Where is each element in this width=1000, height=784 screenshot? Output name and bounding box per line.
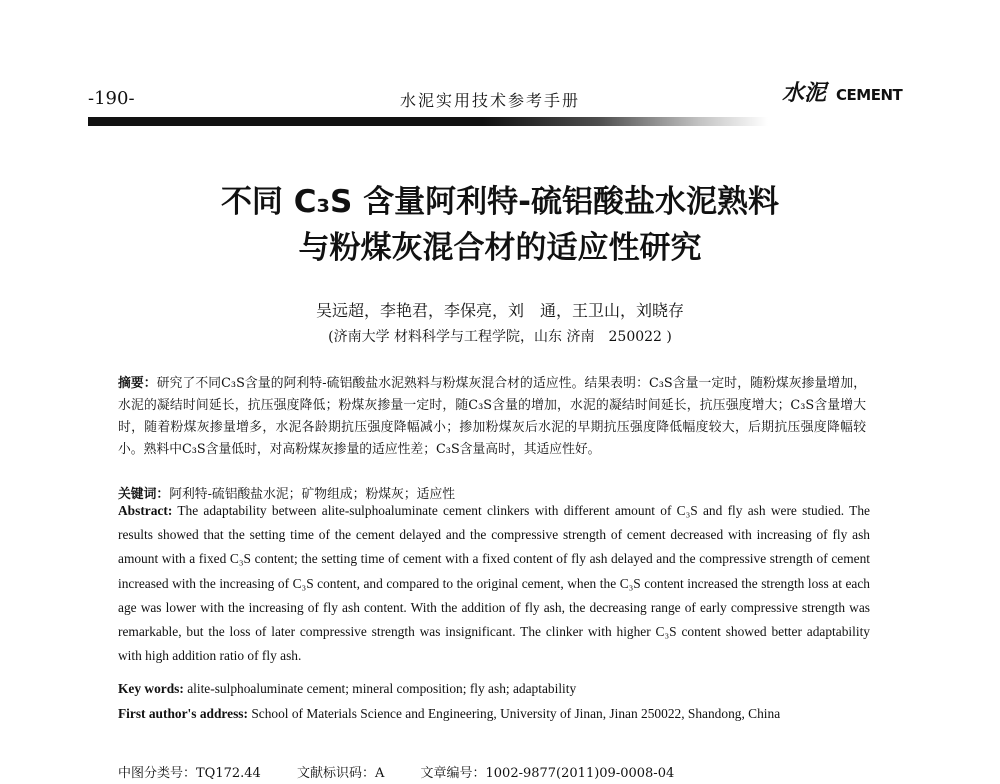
book-title: 水泥实用技术参考手册 <box>400 91 581 110</box>
brand-logo-en: CEMENT <box>836 86 903 104</box>
author-address-label: First author's address: <box>118 706 248 721</box>
author-list: 吴远超，李艳君，李保亮，刘 通，王卫山，刘晓存 <box>315 301 684 320</box>
paper-title-line-2: 与粉煤灰混合材的适应性研究 <box>298 230 702 266</box>
author-address <box>118 706 870 722</box>
author-address-text: School of Materials Science and Engineering, University of Jinan, Jinan 250022, Shandong, China <box>251 706 781 721</box>
abstract-en-label: Abstract: <box>118 503 173 518</box>
clc-number: 中图分类号：TQ172.44 <box>118 766 261 781</box>
paper-title-line-1: 不同 C₃S 含量阿利特-硫铝酸盐水泥熟料 <box>220 184 780 220</box>
abstract-zh-text: 研究了不同C₃S含量的阿利特-硫铝酸盐水泥熟料与粉煤灰混合材的适应性。结果表明：C₃S含量一定时，随粉煤灰掺量增加，水泥的凝结时间延长，抗压强度降低；粉煤灰掺量一定时，随C₃S含量的增加，水泥的凝结时间延长，抗压强度增大；C₃S含量增大时，随着粉煤灰掺量增多，水泥各龄期抗压强度降幅减小；掺加粉煤灰后水泥的早期抗压强度降低幅度较大，后期抗压强度降幅较小。熟料中C₃S含量低时，对高粉煤灰掺量的适应性差；C₃S含量高时，其适应性好。 <box>118 376 867 457</box>
brand-logo-cn: 水泥 <box>782 80 827 106</box>
abstract-zh <box>118 373 866 461</box>
classification-footer <box>118 762 706 781</box>
brand-logo <box>782 76 902 107</box>
page-number: -190- <box>88 88 135 109</box>
affiliation: (济南大学 材料科学与工程学院，山东 济南 250022 ) <box>328 329 672 345</box>
header-rule <box>88 117 768 126</box>
abstract-zh-label: 摘要： <box>118 376 157 391</box>
abstract-en <box>118 499 870 668</box>
article-number: 文章编号：1002-9877(2011)09-0008-04 <box>420 766 675 781</box>
keywords-en-label: Key words: <box>118 681 184 696</box>
keywords-en <box>118 681 870 697</box>
keywords-en-text: alite-sulphoaluminate cement; mineral composition; fly ash; adaptability <box>187 681 577 696</box>
document-code: 文献标识码：A <box>296 766 385 781</box>
keywords-zh-text: 阿利特-硫铝酸盐水泥；矿物组成；粉煤灰；适应性 <box>169 487 456 502</box>
keywords-zh-label: 关键词： <box>118 487 170 502</box>
abstract-en-text: The adaptability between alite-sulphoaluminate cement clinkers with different amount of C₃S and fly ash were studied. The results showed that the setting time of the cement delayed and the compressive strength of cement decreased with increasing of fly ash amount with a fixed C₃S content; the setting time of cement with a fixed content of fly ash delayed and the compressive strength of cement increased with the increasing of C₃S content, and compared to the original cement, when the C₃S content increased the strength loss at each age was lower with the increasing of fly ash content. With the addition of fly ash, the decreasing range of early compressive strength was remarkable, but the loss of later compressive strength was insignificant. The clinker with higher C₃S content showed better adaptability with high addition ratio of fly ash. <box>118 503 870 664</box>
